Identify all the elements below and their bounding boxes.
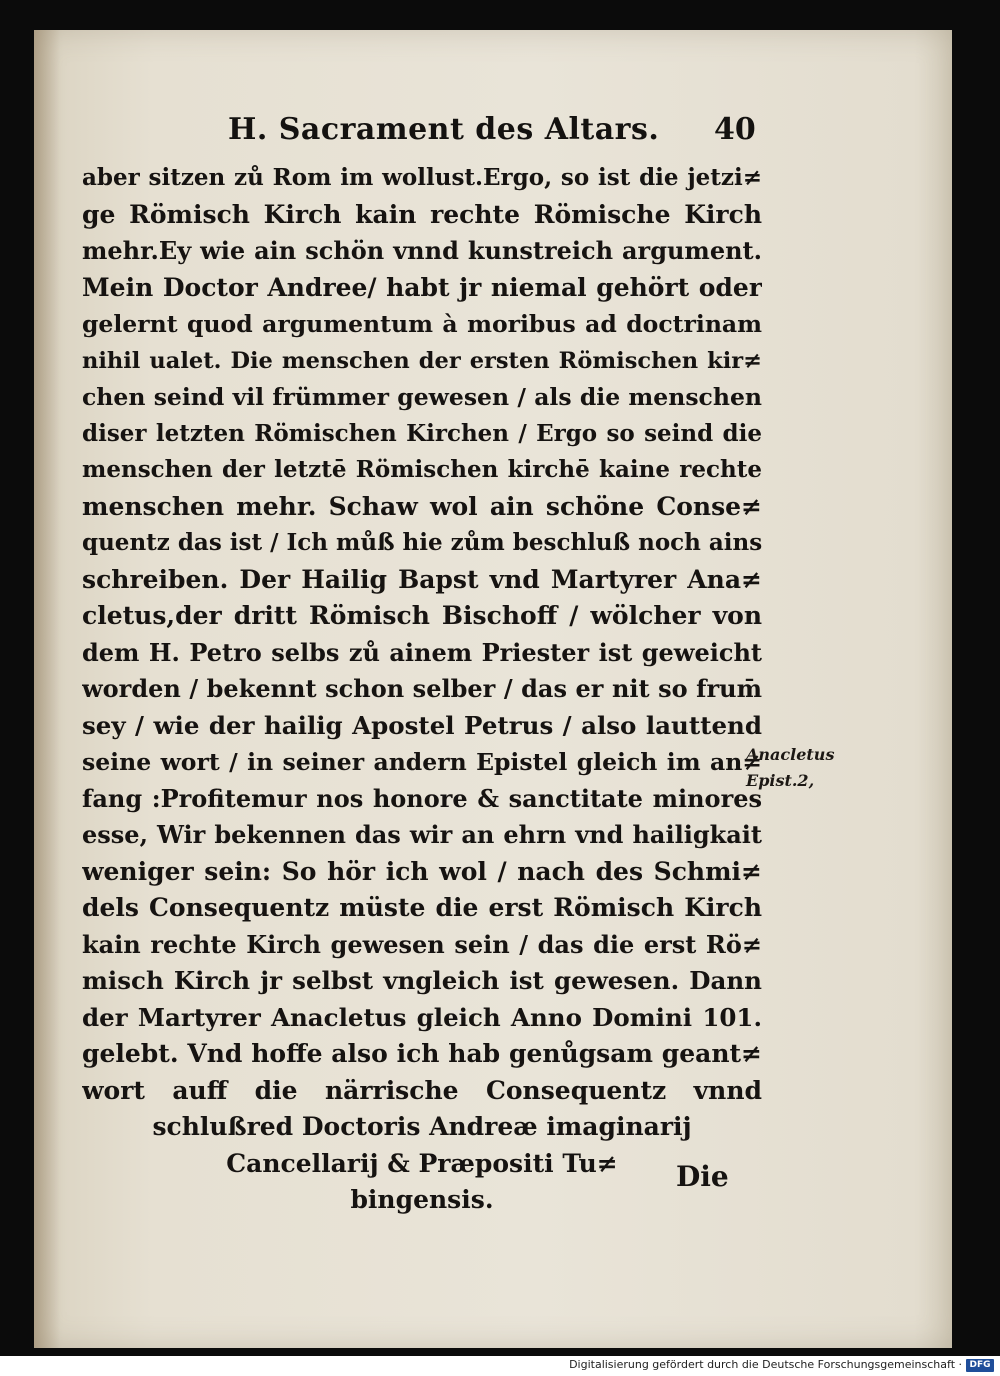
text-line: quentz das ist / Ich můß hie zům beschluß noch ains: [82, 529, 762, 556]
text-line: diser letzten Römischen Kirchen / Ergo so seind die: [82, 419, 762, 447]
marginal-note-line: Anacletus: [746, 745, 835, 764]
catchword: Die: [676, 1160, 729, 1193]
text-line: weniger sein: So hör ich wol / nach des Schmi≠: [82, 856, 762, 886]
closing-line: schlußred Doctoris Andreæ imaginarij: [152, 1112, 692, 1141]
text-line: kain rechte Kirch gewesen sein / das die erst Rö≠: [82, 929, 762, 959]
text-line: mehr.Ey wie ain schön vnnd kunstreich argument.: [82, 236, 762, 265]
text-line: seine wort / in seiner andern Epistel gleich im an≠: [82, 748, 762, 776]
marginal-note: [746, 742, 834, 794]
text-line: dem H. Petro selbs zů ainem Priester ist geweicht: [82, 637, 762, 667]
page-header: [0, 112, 1000, 152]
closing-line: bingensis.: [350, 1185, 494, 1214]
text-line: Mein Doctor Andree/ habt jr niemal gehört oder: [82, 272, 762, 302]
text-line: aber sitzen zů Rom im wollust.Ergo, so ist die jetzi≠: [82, 164, 762, 191]
text-line: worden / bekennt schon selber / das er nit so frum̄: [82, 674, 762, 703]
digitization-footer: [0, 1356, 1000, 1376]
text-line: wort auff die närrische Consequentz vnnd: [82, 1075, 762, 1105]
text-line: fang :Profitemur nos honore & sanctitate minores: [82, 783, 762, 813]
page-gutter-shadow: [34, 30, 60, 1348]
text-line: chen seind vil frümmer gewesen / als die menschen: [82, 383, 762, 411]
text-line: menschen der letztē Römischen kirchē kaine rechte: [82, 456, 762, 483]
running-head: H. Sacrament des Altars.: [228, 112, 660, 147]
text-line: cletus,der dritt Römisch Bischoff / wölcher von: [82, 601, 762, 630]
text-line: der Martyrer Anacletus gleich Anno Domini 101.: [82, 1002, 762, 1032]
text-line: sey / wie der hailig Apostel Petrus / also lauttend: [82, 710, 762, 740]
text-line: schreiben. Der Hailig Bapst vnd Martyrer Ana≠: [82, 564, 762, 594]
main-text-block: [82, 160, 762, 1219]
dfg-credit-text: Digitalisierung gefördert durch die Deutsche Forschungsgemeinschaft ·: [569, 1358, 962, 1371]
text-line: nihil ualet. Die menschen der ersten Römischen kir≠: [82, 347, 762, 374]
dfg-logo: DFG: [966, 1359, 994, 1372]
text-line: menschen mehr. Schaw wol ain schöne Conse≠: [82, 491, 762, 521]
text-line: dels Consequentz müste die erst Römisch Kirch: [82, 893, 762, 922]
text-line: misch Kirch jr selbst vngleich ist gewesen. Dann: [82, 966, 762, 995]
text-line: ge Römisch Kirch kain rechte Römische Kirch: [82, 199, 762, 229]
text-line: esse, Wir bekennen das wir an ehrn vnd hailigkait: [82, 820, 762, 849]
text-line: gelernt quod argumentum à moribus ad doctrinam: [82, 310, 762, 338]
closing-line: Cancellarij & Præpositi Tu≠: [226, 1148, 618, 1178]
marginal-note-line: Epist.2,: [746, 771, 815, 790]
text-line: gelebt. Vnd hoffe also ich hab genůgsam geant≠: [82, 1039, 762, 1068]
folio-number: 40: [714, 112, 756, 147]
